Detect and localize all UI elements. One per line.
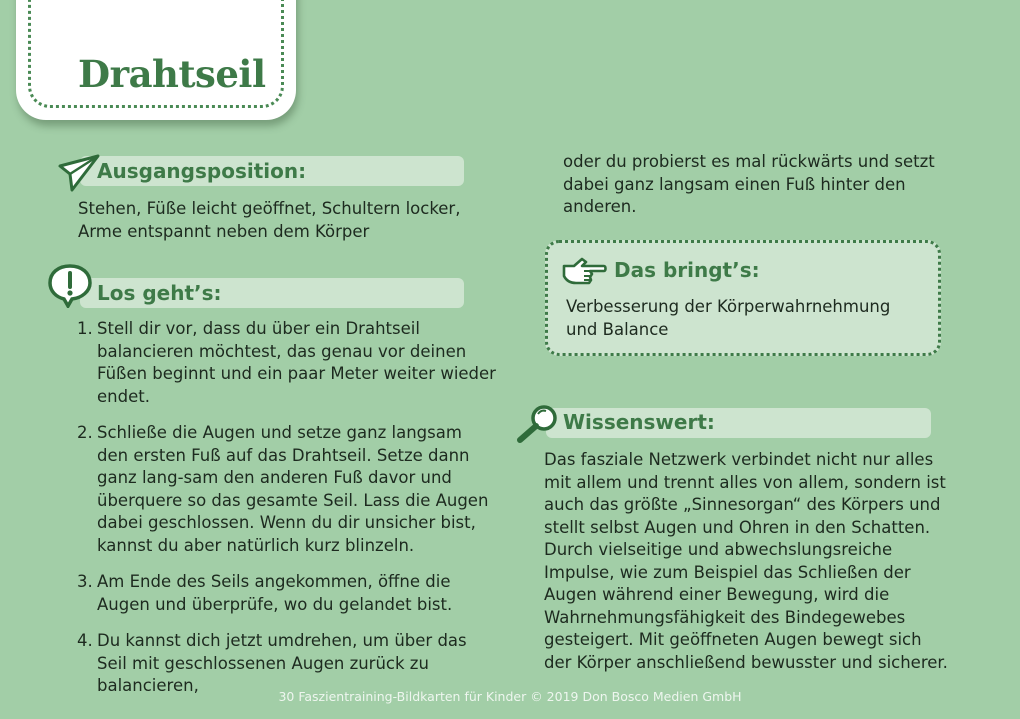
- knowing-text: Das fasziale Netzwerk verbindet nicht nur alles mit allem und trennt alles von allem, sondern ist auch das größte „Sinnesorgan“ des Körpers und stellt selbst Augen und Ohren in den Schatten. Durch vielseitige und abwechslungsreiche Impulse, wie zum Beispiel das Schließen der Augen während einer Bewegung, wird die Wahrnehmungsfähigkeit des Bindegewebes gesteigert. Mit geöffneten Augen bewegt sich der Körper anschließend bewusster und sicherer.: [544, 450, 948, 672]
- step-number: 1.: [77, 319, 93, 338]
- pointing-hand-icon: [560, 254, 608, 288]
- instruction-steps: [77, 318, 497, 712]
- page-title: Drahtseil: [78, 52, 266, 96]
- benefit-heading: Das bringt’s:: [614, 258, 760, 282]
- step-item: [77, 422, 497, 557]
- step-text: Stell dir vor, dass du über ein Drahtseil balancieren möchtest, das genau vor deinen Füßen beginnt und ein paar Meter weiter wieder endet.: [97, 319, 496, 406]
- step-number: 2.: [77, 423, 93, 442]
- step-item: [77, 630, 497, 698]
- step-item: [77, 318, 497, 408]
- start-heading: Ausgangsposition:: [97, 159, 307, 183]
- magnifier-icon: [514, 402, 562, 444]
- paper-plane-icon: [56, 152, 102, 194]
- step-text: Du kannst dich jetzt umdrehen, um über das Seil mit geschlossenen Augen zurück zu balancieren,: [97, 631, 467, 695]
- step-item: [77, 571, 497, 616]
- speech-bubble-exclamation-icon: [46, 262, 94, 308]
- start-text: Stehen, Füße leicht geöffnet, Schultern locker, Arme entspannt neben dem Körper: [78, 199, 461, 241]
- step-continuation: oder du probierst es mal rückwärts und setzt dabei ganz langsam einen Fuß hinter den anderen.: [563, 152, 935, 216]
- step-text: Am Ende des Seils angekommen, öffne die Augen und überprüfe, wo du gelandet bist.: [97, 572, 453, 614]
- step-text: Schließe die Augen und setze ganz langsam den ersten Fuß auf das Drahtseil. Setze dann ganz lang-sam den anderen Fuß davor und überquere so das gesamte Seil. Lass die Augen dabei geschlossen. Wenn du dir unsicher bist, kannst du aber natürlich kurz blinzeln.: [97, 423, 489, 555]
- benefit-text: Verbesserung der Körperwahrnehmung und Balance: [566, 297, 891, 339]
- footer-copyright: 30 Faszientraining-Bildkarten für Kinder © 2019 Don Bosco Medien GmbH: [278, 689, 742, 704]
- step-number: 4.: [77, 631, 93, 650]
- step-number: 3.: [77, 572, 93, 591]
- knowing-heading: Wissenswert:: [563, 410, 715, 434]
- go-heading: Los geht’s:: [97, 281, 222, 305]
